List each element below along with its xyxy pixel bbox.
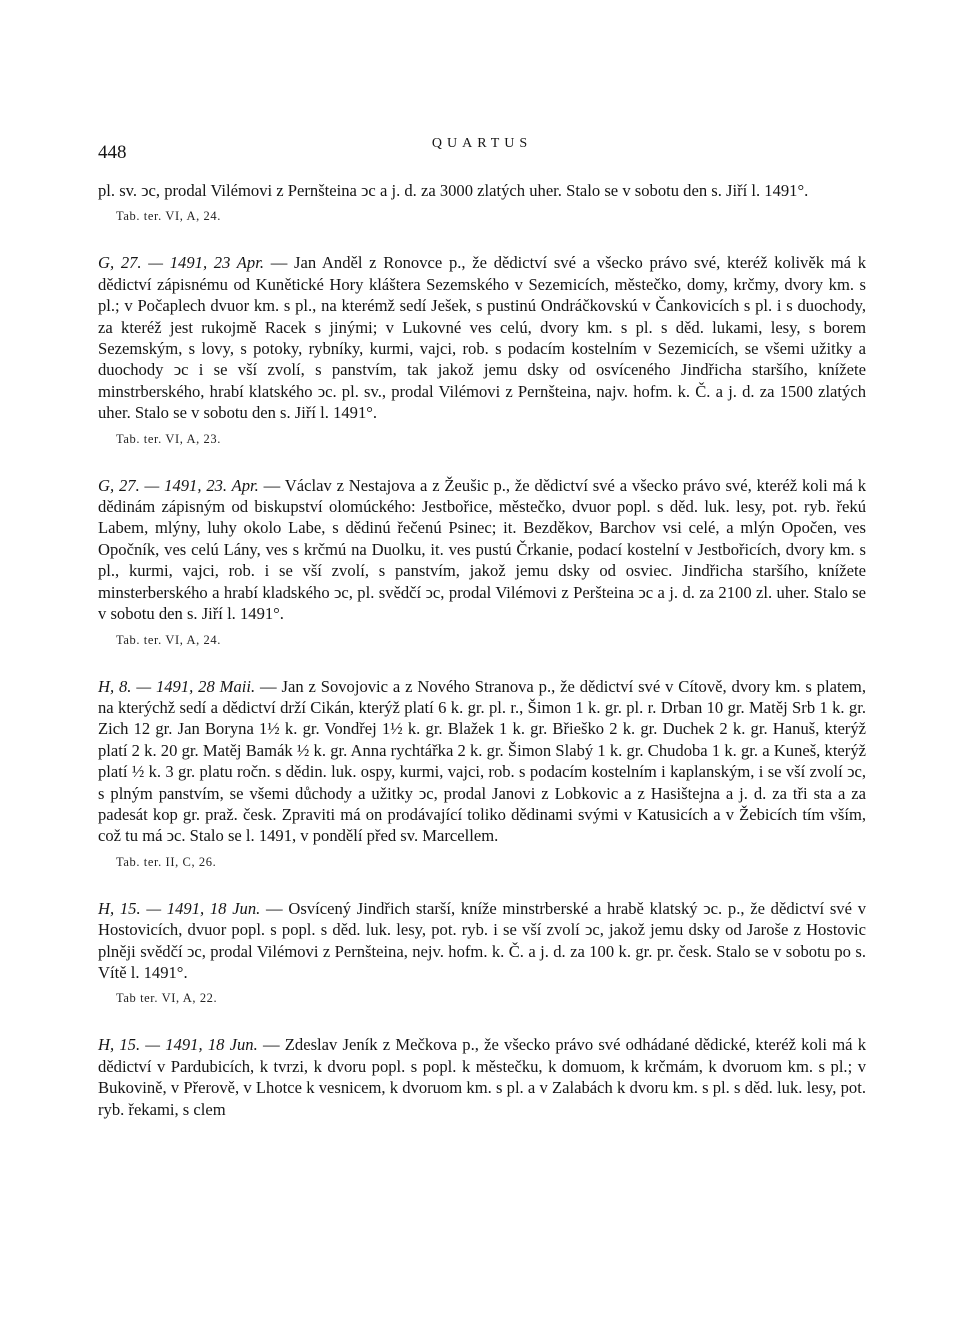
entry-5 (98, 1034, 866, 1120)
entry-text (98, 1034, 866, 1120)
entry-4 (98, 898, 866, 1007)
entry-reference: Tab. ter. VI, A, 23. (116, 431, 221, 446)
entry-date-lead: G, 27. — 1491, 23 Apr. (98, 253, 264, 273)
entry-text (98, 676, 866, 847)
entry-2 (98, 475, 866, 648)
intro-text: pl. sv. ↄc, prodal Vilémovi z Pernšteina ↄc a j. d. za 3000 zlatých uher. Stalo se v sobotu den s. Jiří l. 1491°. (98, 181, 809, 200)
entry-date-lead: H, 8. — 1491, 28 Maii. (98, 676, 256, 696)
running-title: QUARTUS (431, 136, 533, 151)
entry-reference: Tab ter. VI, A, 22. (116, 991, 218, 1006)
entry-date-lead: H, 15. — 1491, 18 Jun. (98, 1035, 258, 1055)
entry-reference: Tab. ter. II, C, 26. (116, 854, 217, 869)
entry-date-lead: G, 27. — 1491, 23. Apr. (98, 475, 259, 495)
page-number: 448 (98, 142, 127, 163)
page-header (98, 136, 866, 162)
entry-3 (98, 676, 866, 870)
entry-date-lead: H, 15. — 1491, 18 Jun. (98, 898, 261, 918)
entry-reference: Tab. ter. VI, A, 24. (116, 632, 221, 647)
entry-body: — Osvícený Jindřich starší, kníže minstrberské a hrabě klatský ↄc. p., že dědictví své v Hostovicích, dvuor popl. s popl. s děd. luk. lesy, pot. ryb. i se vší zvolí ↄc, jakož jemu dsky od Jaroše z Hostovic plněji svědčí ↄc, prodal Vilémovi z Pernšteina, nejv. hofm. k. Č. a j. d. za 100 k. gr. pr. česk. Stalo se v sobotu po s. Vítě l. 1491°. (98, 898, 866, 982)
page-content (98, 180, 866, 1120)
entry-1 (98, 252, 866, 446)
entry-body: — Jan Anděl z Ronovce p., že dědictví své a všecko právo své, kteréž kolivěk má k dědictví zápisnému od Kunětické Hory kláštera Sezemského v Sezemicích, městečko, domy, krčmy, dvory km. s pl.; v Počaplech dvuor km. s pl., na kterémž sedí Ješek, s pustinú Ondráčkovskú v Čankovicích s pl. i s duochody, za kteréž jest rukojmě Racek s jinými; v Lukovné ves celú, dvory km. s pl. s děd. lukami, lesy, s borem Sezemským, s lovy, s potoky, rybníky, kurmi, vajci, rob. s podacím kostelním v Sezemicích, se všemi užitky a duochody ↄc i se vší zvolí, s panstvím, tak jakož jemu dsky od osvíceného Jindřicha staršího, knížete minstrberského, hrabí klatského ↄc. pl. sv., prodal Vilémovi z Pernšteina, najv. hofm. k. Č. a j. d. za 1500 zlatých uher. Stalo se v sobotu den s. Jiří l. 1491°. (98, 253, 866, 423)
intro-entry (98, 180, 866, 224)
entry-body: — Zdeslav Jeník z Mečkova p., že všecko právo své odhádané dědické, kteréž koli má k dědictví v Pardubicích, k tvrzi, k dvoru popl. s popl. k městečku, k domuom, k krčmám, k dvoruom km. s pl.; v Bukovině, v Přerově, v Lhotce k vesnicem, k dvoruom km. s pl. a v Zalabách k dvoru km. s pl. s děd. luk. lesy, pot. ryb. řekami, s clem (98, 1035, 866, 1119)
entry-text (98, 475, 866, 625)
entry-body: — Jan z Sovojovic a z Nového Stranova p., že dědictví své v Cítově, dvory km. s platem, na kterýchž sedí a dědictví drží Cikán, kterýž platí 6 k. gr. pl. r., Šimon 1 k. gr. pl. r. Drban 10 gr. Matěj Srb 1 k. gr. Zich 12 gr. Jan Boryna 1½ k. gr. Vondřej 1½ k. gr. Blažek 1 k. gr. Břieško 2 k. gr. Duchek 2 k. gr. Hanuš, kterýž platí 2 k. 20 gr. Matěj Bamák ½ k. gr. Anna rychtářka 2 k. gr. Šimon Slabý 1 k. gr. Chudoba 1 k. gr. a Kuneš, kterýž platí ½ k. 3 gr. platu ročn. s dědin. luk. ospy, kurmi, vajci, rob. s podacím kostelním i kaplanským, i se vší zvolí ↄc, s plným panstvím, se všemi důchody a užitky ↄc, prodal Janovi z Lobkovic a z Hasištejna a j. d. za tři sta a za padesát kop gr. praž. česk. Zpraviti má on prodávající toliko dědinami svými v Katusicích a v Žebicích tím vším, což tu má ↄc. Stalo se l. 1491, v pondělí před sv. Marcellem. (98, 676, 866, 846)
entry-text (98, 898, 866, 984)
entry-body: — Václav z Nestajova a z Žeušic p., že dědictví své a všecko právo své, kteréž koli má k dědinám zápisným od biskupství olomúckého: Jestbořice, městečko, dvuor popl. s děd. luk. lesy, pot. ryb. řekú Labem, mlýny, luhy okolo Labe, s dědinú řečenú Psinec; it. Bezděkov, Barchov vsi celé, a mlýn Opočen, ves Opočník, ves celú Lány, ves s krčmú na Duolku, it. ves pustú Črkanie, podací kostelní v Jestbořicích, dvory km. s pl., kurmi, vajci, rob. i se vší zvolí, s panstvím, jakož jemu dsky od osviec. Jindřicha staršího, knížete minsterberského a hrabí kladského ↄc, pl. svědčí ↄc, prodal Vilémovi z Peršteina ↄc a j. d. za 2100 zl. uher. Stalo se v sobotu den s. Jiří l. 1491°. (98, 475, 867, 624)
intro-reference: Tab. ter. VI, A, 24. (116, 209, 221, 224)
entry-text (98, 252, 866, 423)
